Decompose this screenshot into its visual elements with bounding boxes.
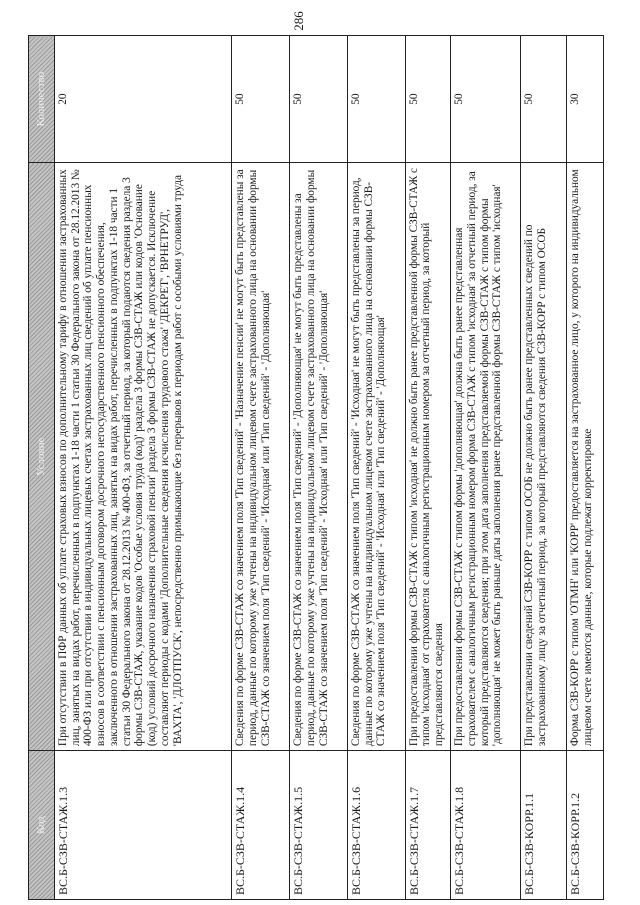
table-row bbox=[290, 36, 348, 900]
table-row bbox=[566, 36, 603, 900]
row-code: ВС.Б-СЗВ-СТАЖ.1.4 bbox=[232, 751, 290, 900]
header-code: Код bbox=[29, 751, 55, 900]
table-row bbox=[54, 36, 232, 900]
row-desc: Сведения по форме СЗВ-СТАЖ со значением поля 'Тип сведений' - 'Назначение пенсии' не могут быть представлены за период, данные по которому уже учтены на индивидуальном лицевом счете застрахованного лица на основании формы СЗВ-СТАЖ со значением поля 'Тип сведений' - 'Исходная' или 'Тип сведений' - 'Дополняющая' bbox=[232, 163, 290, 751]
header-desc: Условие bbox=[29, 163, 55, 751]
row-code: ВС.Б-СЗВ-СТАЖ.1.3 bbox=[54, 751, 232, 900]
row-desc: При предоставлении формы СЗВ-СТАЖ с типом 'исходная' не должно быть ранее представленной формы СЗВ-СТАЖ с типом 'исходная' от страхователя с аналогичным регистрационным номером за отчетный период, за который представляются сведения bbox=[405, 163, 450, 751]
row-count: 20 bbox=[54, 36, 232, 163]
row-desc: При отсутствии в ПФР данных об уплате страховых взносов по дополнительному тарифу в отношении застрахованных лиц, занятых на видах работ, перечисленных в подпунктах 1-18 части 1 статьи 30 Федерального закона от 28.12.2013 № 400-ФЗ или при отсутствии в индивидуальных лицевых счетах застрахованных лиц сведений об уплате пенсионных взносов в соответствии с пенсионным договором досрочного негосударственного пенсионного обеспечения, заключенного в отношении застрахованных лиц, занятых на видах работ, перечисленных в подпунктах 1-18 части 1 статьи 30 Федерального закона от 28.12.2013 № 400-ФЗ, за отчетный период, за который подаются сведения раздела 3 формы СЗВ-СТАЖ, указание кодов 'Особые условия труда (код)' раздела 3 формы СЗВ-СТАЖ или кодов 'Основание (код) условий досрочного назначения страховой пенсии' раздела 3 формы СЗВ-СТАЖ не допускается. Исключение составляют периоды с кодами 'Дополнительные сведения исчисления трудового стажа' 'ДЕКРЕТ', 'ВРНЕТРУД', 'ВАХТА', 'ДЛОТПУСК', непосредственно примыкающие без перерывов к периодам работ с особыми условиями труда bbox=[54, 163, 232, 751]
row-code: ВС.Б-СЗВ-СТАЖ.1.7 bbox=[405, 751, 450, 900]
table-row bbox=[347, 36, 405, 900]
rotated-table-container bbox=[28, 35, 604, 900]
row-desc: Сведения по форме СЗВ-СТАЖ со значением поля 'Тип сведений' - 'Исходная' не могут быть представлены за период, данные по которому уже учтены на индивидуальном лицевом счете застрахованного лица на основании формы СЗВ-СТАЖ со значением поля 'Тип сведений' - 'Исходная' или 'Тип сведений' - 'Дополняющая' bbox=[347, 163, 405, 751]
table-row bbox=[521, 36, 566, 900]
row-count: 50 bbox=[347, 36, 405, 163]
row-count: 50 bbox=[405, 36, 450, 163]
row-code: ВС.Б-СЗВ-СТАЖ.1.6 bbox=[347, 751, 405, 900]
table-row bbox=[405, 36, 450, 900]
row-desc: При представлении сведений СЗВ-КОРР с типом ОСОБ не должно быть ранее представленных сведений по застрахованному лицу за отчетный период, за который представляются сведения СЗВ-КОРР с типом ОСОБ bbox=[521, 163, 566, 751]
rules-table bbox=[28, 35, 604, 900]
row-desc: Сведения по форме СЗВ-СТАЖ со значением поля 'Тип сведений' - 'Дополняющая' не могут быть представлены за период, данные по которому уже учтены на индивидуальном лицевом счете застрахованного лица на основании формы СЗВ-СТАЖ со значением поля 'Тип сведений' - 'Исходная' или 'Тип сведений' - 'Дополняющая' bbox=[290, 163, 348, 751]
table-header-row bbox=[29, 36, 55, 900]
row-count: 50 bbox=[521, 36, 566, 163]
row-code: ВС.Б-СЗВ-СТАЖ.1.8 bbox=[451, 751, 521, 900]
header-count: Количество bbox=[29, 36, 55, 163]
row-count: 50 bbox=[451, 36, 521, 163]
row-code: ВС.Б-СЗВ-СТАЖ.1.5 bbox=[290, 751, 348, 900]
table-row bbox=[451, 36, 521, 900]
table-row bbox=[232, 36, 290, 900]
row-desc: Форма СЗВ-КОРР с типом 'ОТМН' или 'КОРР' предоставляется на застрахованное лицо, у которого на индивидуальном лицевом счете имеются данные, которые подлежат корректировке bbox=[566, 163, 603, 751]
row-count: 50 bbox=[290, 36, 348, 163]
row-desc: При предоставлении формы СЗВ-СТАЖ с типом формы 'дополняющая' должна быть ранее представленная страхователем с аналогичным регистрационным номером форма СЗВ-СТАЖ с типом 'исходная' за отчетный период, за который представляются сведения; при этом дата заполнения представляемой формы СЗВ-СТАЖ с типом формы 'дополняющая' не может быть раньше даты заполнения ранее представленной формы СЗВ-СТАЖ с типом 'исходная' bbox=[451, 163, 521, 751]
row-count: 30 bbox=[566, 36, 603, 163]
page-number: 286 bbox=[291, 11, 306, 31]
row-code: ВС.Б-СЗВ-КОРР.1.1 bbox=[521, 751, 566, 900]
row-count: 50 bbox=[232, 36, 290, 163]
row-code: ВС.Б-СЗВ-КОРР.1.2 bbox=[566, 751, 603, 900]
